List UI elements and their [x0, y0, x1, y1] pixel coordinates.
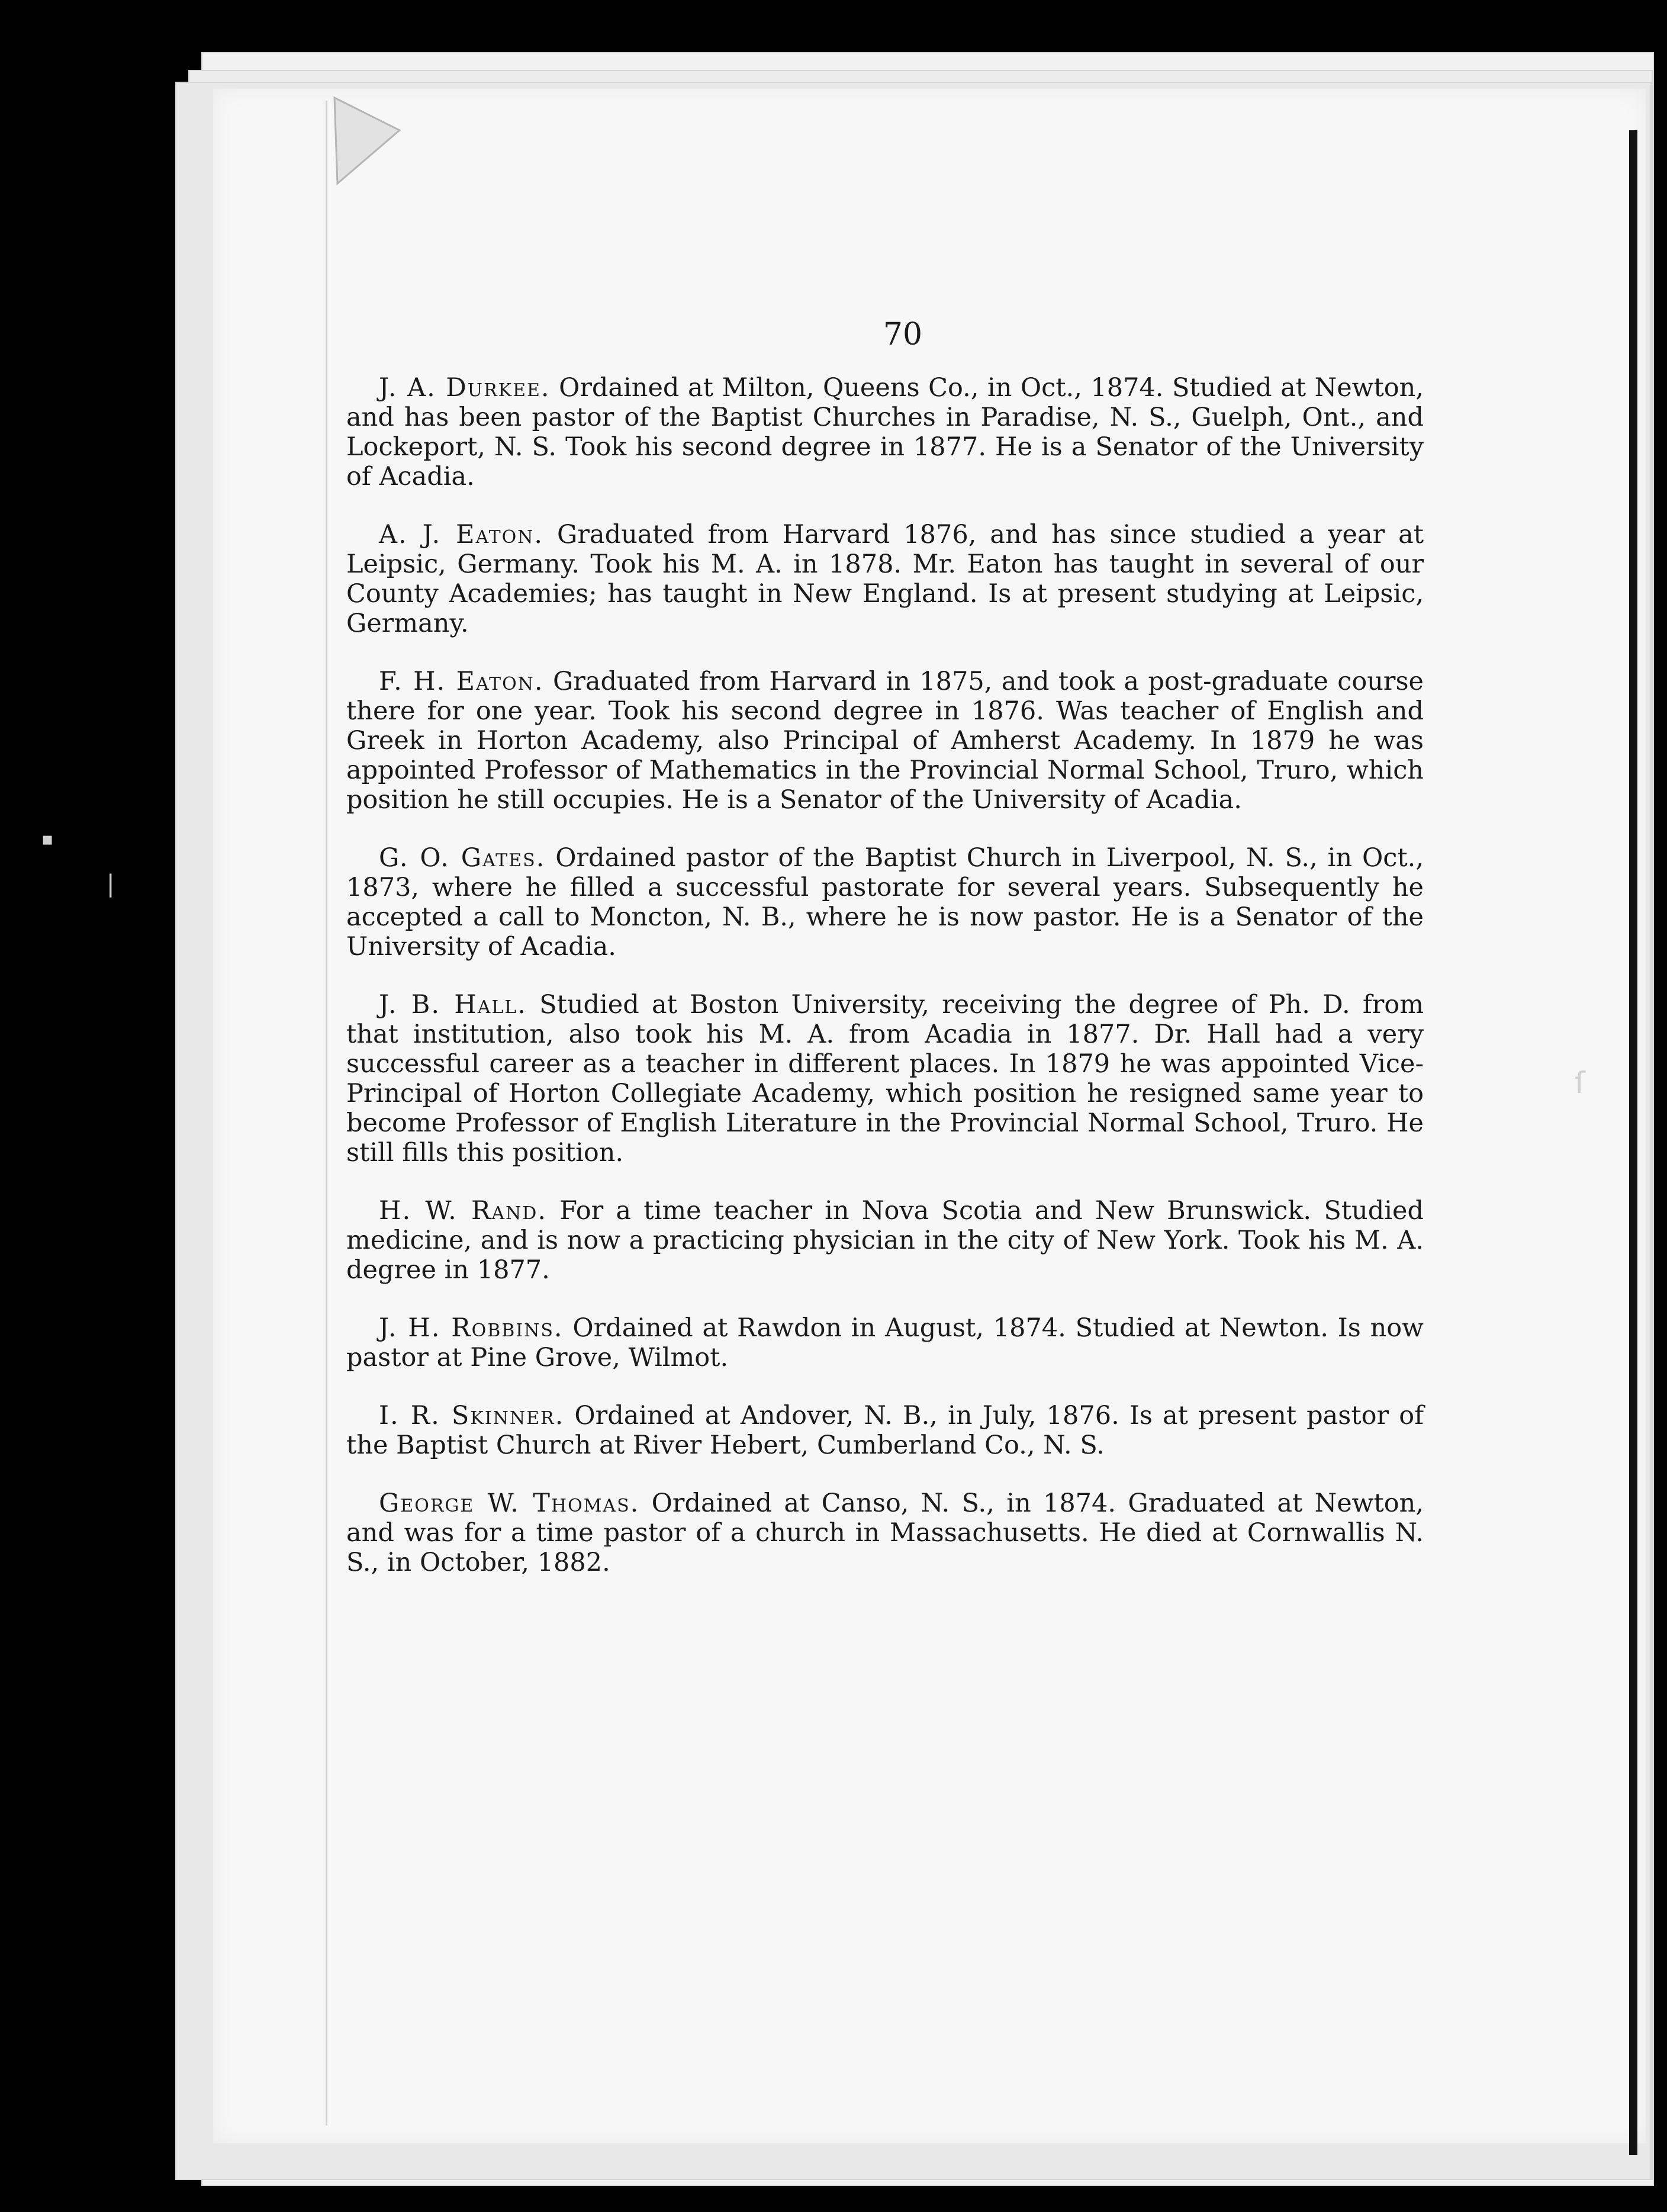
entry-robbins — [346, 1313, 1424, 1372]
entry-name: A. J. Eaton. — [379, 520, 544, 549]
entry-rand — [346, 1196, 1424, 1285]
entry-name: J. B. Hall. — [379, 990, 527, 1020]
entry-text: For a time teacher in Nova Scotia and New Brunswick. Studied medicine, and is now a practicing physician in the city of New York. Took his M. A. degree in 1877. — [346, 1196, 1424, 1285]
scan-speck: ſ — [1575, 1066, 1585, 1100]
book-spine-shadow — [1629, 130, 1637, 2155]
entry-gates — [346, 843, 1424, 962]
entry-text: Graduated from Harvard 1876, and has since studied a year at Leipsic, Germany. Took his M. A. in 1878. Mr. Eaton has taught in several of our County Academies; has taught in New England. Is at present studying at Leipsic, Germany. — [346, 520, 1424, 638]
entry-name: I. R. Skinner. — [379, 1401, 565, 1430]
entry-name: G. O. Gates. — [379, 843, 546, 873]
entry-text: Studied at Boston University, receiving the degree of Ph. D. from that institution, also took his M. A. from Acadia in 1877. Dr. Hall had a very successful career as a teacher in different places. In 1879 he was appointed Vice-Principal of Horton Collegiate Academy, which position he resigned same year to become Professor of English Literature in the Provincial Normal School, Truro. He still fills this position. — [346, 990, 1424, 1168]
entry-a-j-eaton — [346, 520, 1424, 638]
entry-thomas — [346, 1488, 1424, 1577]
entry-text: Ordained at Milton, Queens Co., in Oct., 1874. Studied at Newton, and has been pastor of the Baptist Churches in Paradise, N. S., Guelph, Ont., and Lockeport, N. S. Took his second degree in 1877. He is a Senator of the University of Acadia. — [346, 373, 1424, 491]
entry-text: Ordained at Rawdon in August, 1874. Studied at Newton. Is now pastor at Pine Grove, Wilmot. — [346, 1313, 1424, 1372]
entry-skinner — [346, 1401, 1424, 1460]
scan-speck: | — [107, 870, 115, 898]
entry-durkee — [346, 373, 1424, 491]
entry-hall — [346, 990, 1424, 1168]
entry-text: Ordained pastor of the Baptist Church in Liverpool, N. S., in Oct., 1873, where he filled a successful pastorate for several years. Subsequently he accepted a call to Moncton, N. B., where he is now pastor. He is a Senator of the University of Acadia. — [346, 843, 1424, 962]
entry-name: F. H. Eaton. — [379, 667, 544, 696]
entry-f-h-eaton — [346, 667, 1424, 815]
entry-text: Ordained at Andover, N. B., in July, 1876. Is at present pastor of the Baptist Church at River Hebert, Cumberland Co., N. S. — [346, 1401, 1424, 1460]
entry-name: J. A. Durkee. — [379, 373, 551, 403]
entry-name: J. H. Robbins. — [379, 1313, 564, 1343]
entry-text: Ordained at Canso, N. S., in 1874. Graduated at Newton, and was for a time pastor of a church in Massachusetts. He died at Cornwallis N. S., in October, 1882. — [346, 1488, 1424, 1577]
page-content — [346, 317, 1424, 1606]
entry-name: George W. Thomas. — [379, 1488, 640, 1518]
entry-name: H. W. Rand. — [379, 1196, 548, 1226]
entry-text: Graduated from Harvard in 1875, and took a post-graduate course there for one year. Took his second degree in 1876. Was teacher of English and Greek in Horton Academy, also Principal of Amherst Academy. In 1879 he was appointed Professor of Mathematics in the Provincial Normal School, Truro, which position he still occupies. He is a Senator of the University of Acadia. — [346, 667, 1424, 815]
corner-fold-mark — [329, 95, 406, 189]
page-number: 70 — [883, 317, 923, 352]
scan-speck: ▪ — [41, 829, 54, 850]
